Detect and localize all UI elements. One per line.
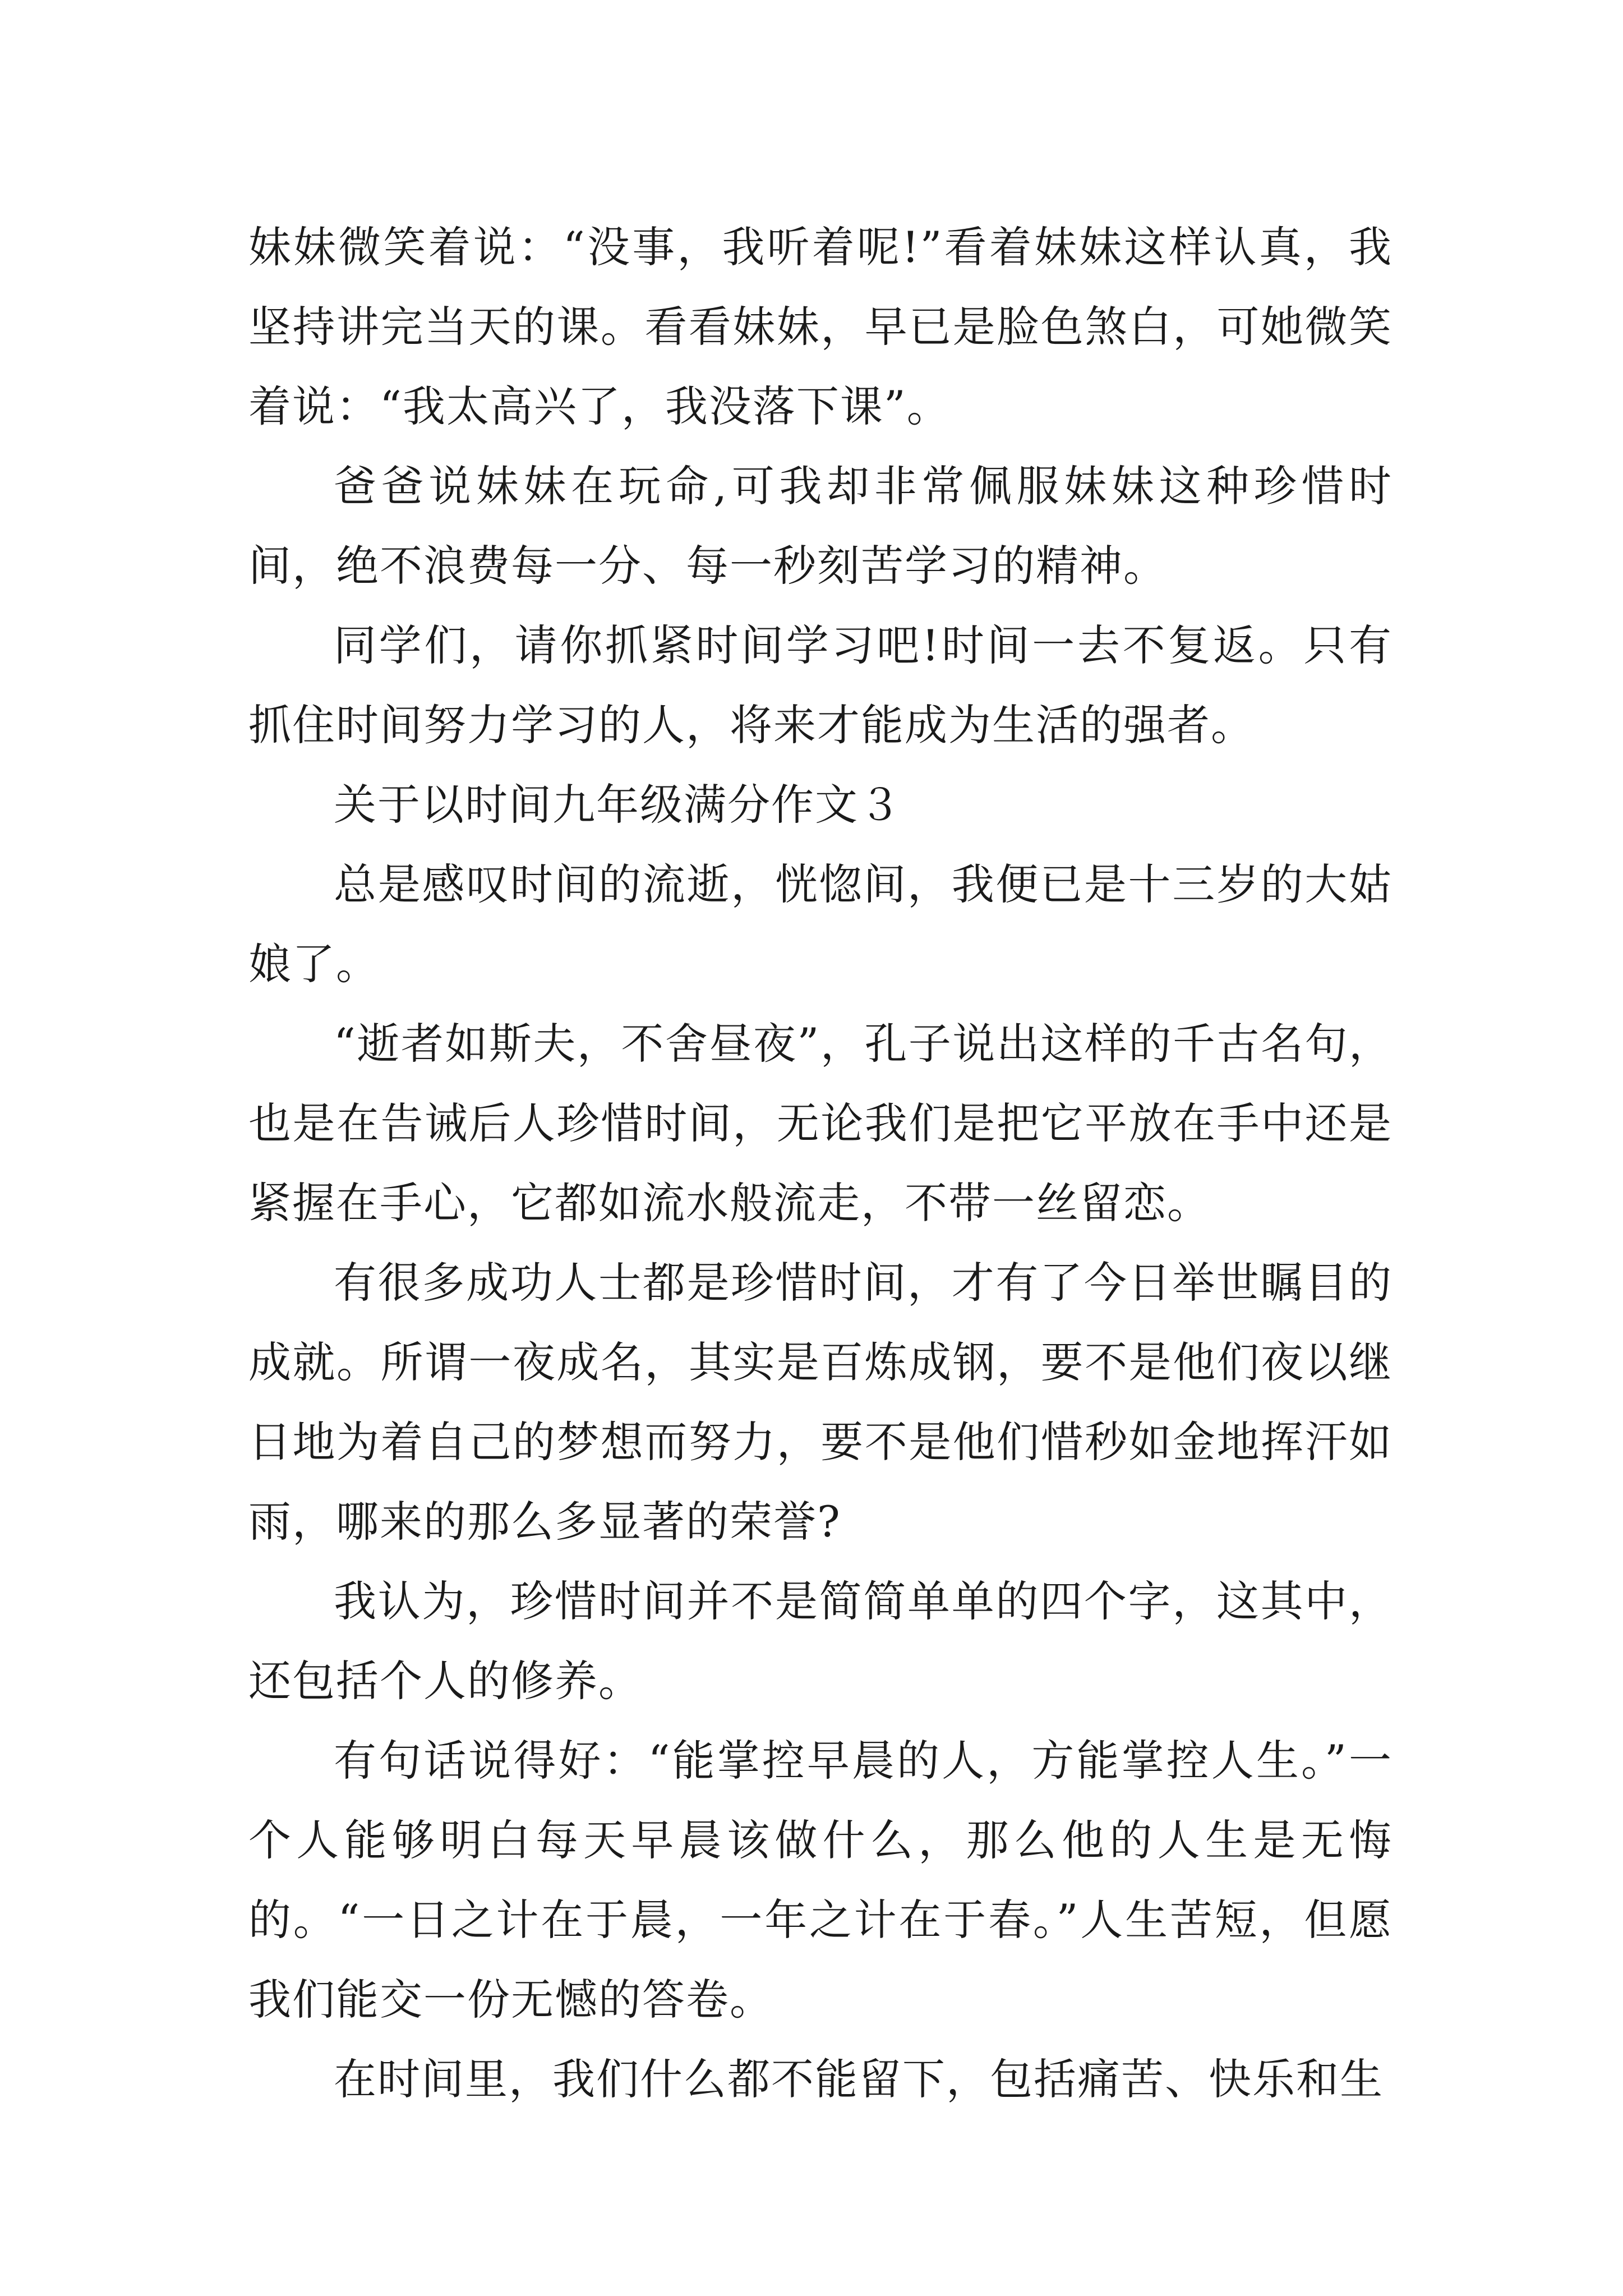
document-body bbox=[248, 208, 1393, 2119]
paragraph-2: 爸爸说妹妹在玩命,可我却非常佩服妹妹这种珍惜时间，绝不浪费每一分、每一秒刻苦学习的精神。 bbox=[248, 461, 1393, 591]
paragraph-7: 有很多成功人士都是珍惜时间，才有了今日举世瞩目的成就。所谓一夜成名，其实是百炼成钢，要不是他们夜以继日地为着自己的梦想而努力，要不是他们惜秒如金地挥汗如雨，哪来的那么多显著的荣誉? bbox=[248, 1258, 1393, 1547]
paragraph-9: 有句话说得好：“能掌控早晨的人，方能掌控人生。”一个人能够明白每天早晨该做什么，那么他的人生是无悔的。“一日之计在于晨，一年之计在于春。”人生苦短，但愿我们能交一份无憾的答卷。 bbox=[248, 1736, 1393, 2024]
paragraph-1: 妹妹微笑着说：“没事，我听着呢!”看着妹妹这样认真，我坚持讲完当天的课。看看妹妹，早已是脸色煞白，可她微笑着说：“我太高兴了，我没落下课”。 bbox=[248, 222, 1393, 431]
paragraph-3: 同学们，请你抓紧时间学习吧!时间一去不复返。只有抓住时间努力学习的人，将来才能成为生活的强者。 bbox=[248, 620, 1393, 750]
section-heading: 关于以时间九年级满分作文３ bbox=[334, 780, 902, 830]
paragraph-10: 在时间里，我们什么都不能留下，包括痛苦、快乐和生 bbox=[334, 2054, 1384, 2104]
paragraph-6: “逝者如斯夫，不舍昼夜”，孔子说出这样的千古名句，也是在告诫后人珍惜时间，无论我们是把它平放在手中还是紧握在手心，它都如流水般流走，不带一丝留恋。 bbox=[248, 1019, 1393, 1228]
paragraph-8: 我认为，珍惜时间并不是简简单单的四个字，这其中，还包括个人的修养。 bbox=[248, 1576, 1393, 1706]
paragraph-5: 总是感叹时间的流逝，恍惚间，我便已是十三岁的大姑娘了。 bbox=[248, 859, 1393, 989]
